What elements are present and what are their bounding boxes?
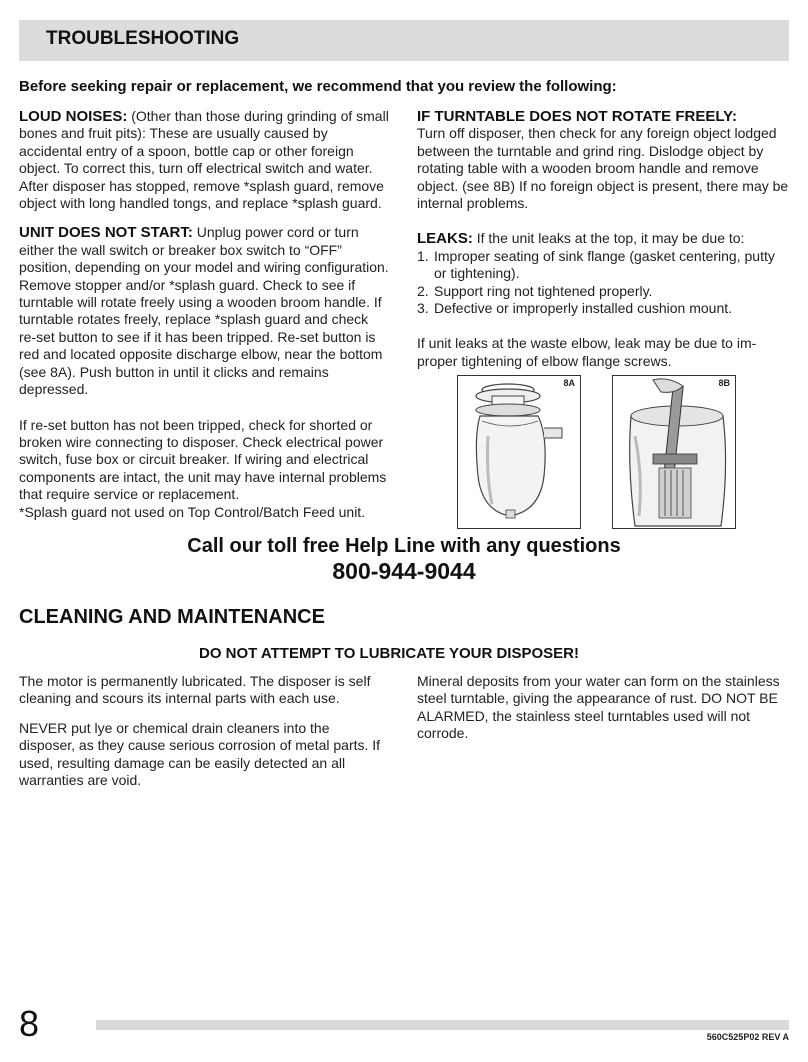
page-title: TROUBLESHOOTING xyxy=(46,28,240,49)
troubleshooting-right-column xyxy=(417,108,789,370)
section-header-bar xyxy=(19,20,789,61)
figure-8a-label: 8A xyxy=(563,378,575,388)
page-number: 8 xyxy=(19,1003,40,1044)
list-item: 2. Support ring not tightened properly. xyxy=(417,282,653,299)
cleaning-right-column xyxy=(417,673,789,743)
loud-noises-heading: LOUD NOISES: xyxy=(19,108,128,125)
mineral-deposits-text: Mineral deposits from your water can form on the stainless steel turntable, giving the appearance of rust. DO NOT BE ALARMED, the stainless steel turntables used will not corrode. xyxy=(417,673,780,742)
list-item: 3. Defective or improperly installed cushion mount. xyxy=(417,300,733,317)
unit-does-not-start-heading: UNIT DOES NOT START: xyxy=(19,224,193,242)
intro-text: Before seeking repair or replacement, we recommend that you review the following: xyxy=(19,78,617,95)
figure-8b-label: 8B xyxy=(718,378,730,388)
list-item: 1. Improper seating of sink flange (gasket centering, putty or tightening). xyxy=(417,247,775,282)
leaks-paragraph xyxy=(417,230,789,247)
turntable-illustration xyxy=(613,376,735,528)
figure-8b-broom-handle xyxy=(612,375,736,529)
drain-cleaner-warning-text: NEVER put lye or chemical drain cleaners into the disposer, as they cause serious corrosion of metal parts. If used, resulting damage can be easily detected an all warranties are void. xyxy=(19,719,381,789)
troubleshooting-left-column xyxy=(19,108,389,521)
leaks-list xyxy=(417,248,789,318)
reset-button-paragraph: If re-set button has not been tripped, check for shorted or broken wire connecting to disposer. Check electrical power switch, fuse box or circuit breaker. If wiring and electrical components are intact, the unit may have internal problems that require service or replacement. xyxy=(19,416,387,503)
help-phone-number: 800-944-9044 xyxy=(332,558,476,584)
motor-lubricated-text: The motor is permanently lubricated. The disposer is self cleaning and scours its internal parts with each use. xyxy=(19,673,371,707)
lubricate-warning: DO NOT ATTEMPT TO LUBRICATE YOUR DISPOSER! xyxy=(198,645,579,662)
unit-does-not-start-text: Unplug power cord or turn either the wall switch or breaker box switch to “OFF” position, depending on your model and wiring configuration. Remove stopper and/or *splash guard. Check to see if turntable will rotate freely using a wooden broom handle. If turntable rotates freely, replace *splash guard and check re-set button to see if it has been tripped. Re-set button is red and located opposite discharge elbow, near the bottom (see 8A). Push button in until it clicks and remains depressed. xyxy=(19,224,389,398)
leaks-text: If the unit leaks at the top, it may be due to: xyxy=(472,230,745,247)
loud-noises-paragraph xyxy=(19,108,389,212)
cleaning-section-title: CLEANING AND MAINTENANCE xyxy=(19,606,325,628)
document-code: 560C525P02 REV A xyxy=(706,1032,789,1042)
leaks-heading: LEAKS: xyxy=(417,230,473,248)
footer-bar xyxy=(96,1020,789,1030)
unit-does-not-start-paragraph xyxy=(19,224,389,398)
help-line-text: Call our toll free Help Line with any questions xyxy=(187,535,621,557)
disposer-illustration xyxy=(458,376,580,528)
elbow-leak-text: If unit leaks at the waste elbow, leak may be due to im-proper tightening of elbow flange screws. xyxy=(417,335,757,369)
cleaning-left-column xyxy=(19,673,389,789)
turntable-text: Turn off disposer, then check for any foreign object lodged between the turntable and grind ring. Dislodge object by rotating table with a wooden broom handle and remove object. (see 8B) If no foreign object is present, there may be internal problems. xyxy=(417,125,789,212)
turntable-heading: IF TURNTABLE DOES NOT ROTATE FREELY: xyxy=(417,108,737,125)
loud-noises-text: (Other than those during grinding of small bones and fruit pits): These are usually caused by accidental entry of a spoon, bottle cap or other foreign object. To correct this, turn off electrical switch and water. After disposer has stopped, remove *splash guard, remove object with long handled tongs, and replace *splash guard. xyxy=(19,108,389,212)
figure-8a-disposer xyxy=(457,375,581,529)
splash-guard-note: *Splash guard not used on Top Control/Batch Feed unit. xyxy=(19,503,366,520)
